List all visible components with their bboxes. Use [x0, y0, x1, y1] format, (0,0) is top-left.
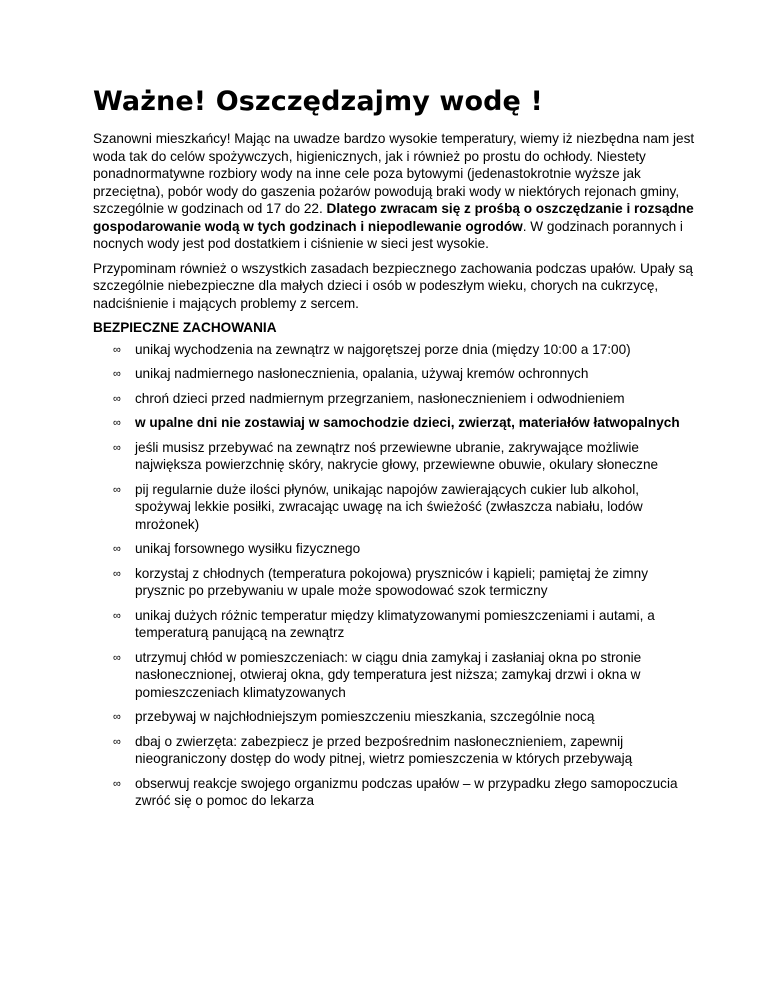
bullet-icon: ∞: [113, 343, 121, 356]
reminder-paragraph: Przypominam również o wszystkich zasadach bezpiecznego zachowania podczas upałów. Upały są szczególnie niebezpieczne dla małych dzieci i osób w podeszłym wieku, chorych na cukrzycę, nadciśnienie i mających problemy z sercem.: [93, 260, 693, 311]
bullet-icon: ∞: [113, 711, 121, 723]
page-title: Ważne! Oszczędzajmy wodę !: [93, 86, 543, 117]
bullet-icon: ∞: [113, 543, 121, 555]
list-item-text: dbaj o zwierzęta: zabezpiecz je przed bezpośrednim nasłonecznieniem, zapewnij nieograniczony dostęp do wody pitnej, wietrz pomieszczenia w których przebywają: [135, 733, 633, 766]
bullet-icon: ∞: [113, 483, 121, 496]
bullet-icon: ∞: [113, 609, 121, 622]
list-item-text: unikaj forsownego wysiłku fizycznego: [135, 541, 361, 556]
intro-paragraph: [93, 130, 698, 253]
bullet-icon: ∞: [113, 777, 121, 790]
list-item-text: w upalne dni nie zostawiaj w samochodzie dzieci, zwierząt, materiałów łatwopalnych: [135, 415, 680, 430]
list-item-text: utrzymuj chłód w pomieszczeniach: w ciągu dnia zamykaj i zasłaniaj okna po stronie nasłonecznionej, otwieraj okna, gdy temperatura jest niższa; zamykaj drzwi i okna w pomieszczeniach klimatyzowanych: [135, 649, 642, 700]
list-item-text: jeśli musisz przebywać na zewnątrz noś przewiewne ubranie, zakrywające możliwie największa powierzchnię skóry, nakrycie głowy, przewiewne obuwie, okulary słoneczne: [135, 439, 659, 472]
bullet-icon: ∞: [113, 735, 121, 748]
list-item: [93, 439, 698, 474]
list-item-text: chroń dzieci przed nadmiernym przegrzaniem, nasłonecznieniem i odwodnieniem: [135, 390, 625, 406]
bullet-icon: ∞: [113, 441, 121, 454]
list-item: [93, 341, 698, 359]
bullet-icon: ∞: [113, 651, 121, 664]
bullet-icon: ∞: [113, 567, 121, 580]
list-item-text: unikaj dużych różnic temperatur między klimatyzowanymi pomieszczeniami i autami, a temperaturą panującą na zewnątrz: [135, 607, 655, 640]
list-item-text: unikaj nadmiernego nasłonecznienia, opalania, używaj kremów ochronnych: [135, 366, 589, 381]
bullet-icon: ∞: [113, 417, 121, 429]
bullet-icon: ∞: [113, 368, 121, 380]
list-item: [93, 414, 698, 432]
list-item-text: przebywaj w najchłodniejszym pomieszczeniu mieszkania, szczególnie nocą: [135, 709, 595, 724]
list-item-text: pij regularnie duże ilości płynów, unikając napojów zawierających cukier lub alkohol, spożywaj lekkie posiłki, zwracając uwagę na ich świeżość (zwłaszcza nabiału, lodów mrożonek): [135, 481, 643, 532]
list-item: [93, 565, 698, 600]
list-item: [93, 365, 698, 383]
list-item-text: unikaj wychodzenia na zewnątrz w najgorętszej porze dnia (między 10:00 a 17:00): [135, 341, 631, 357]
list-item: [93, 649, 698, 702]
list-item-text: korzystaj z chłodnych (temperatura pokojowa) pryszniców i kąpieli; pamiętaj że zimny prysznic po przebywaniu w upale może spowodować szok termiczny: [135, 565, 648, 598]
list-item: [93, 708, 698, 726]
bullet-icon: ∞: [113, 392, 121, 405]
intro-text-end: . W godzinach porannych i nocnych wody jest pod dostatkiem i ciśnienie w sieci jest wysokie.: [93, 218, 683, 251]
intro-text-start: Szanowni mieszkańcy! Mając na uwadze bardzo wysokie temperatury, wiemy iż niezbędna nam jest woda tak do celów spożywczych, higienicznych, jak i również po prostu do ochłody. Niestety ponadnormatywne rozbiory wody na inne cele poza bytowymi (jedenastokrotnie wyższe jak przeciętna), pobór wody do gaszenia pożarów powodują braki wody w niektórych rejonach gminy, szczególnie w godzinach od 17 do 22.: [93, 131, 695, 216]
intro-request-bold: Dlatego zwracam się z prośbą o oszczędzanie i rozsądne gospodarowanie wodą w tych godzinach i niepodlewanie ogrodów: [93, 201, 694, 234]
list-item: [93, 540, 698, 558]
list-item: [93, 481, 698, 534]
list-item: [93, 733, 698, 768]
safety-list: [93, 341, 698, 810]
list-item-text: obserwuj reakcje swojego organizmu podczas upałów – w przypadku złego samopoczucia zwróć się o pomoc do lekarza: [135, 775, 678, 808]
list-item: [93, 775, 698, 810]
list-item: [93, 607, 698, 642]
list-item: [93, 390, 698, 408]
section-heading: BEZPIECZNE ZACHOWANIA: [93, 320, 277, 335]
